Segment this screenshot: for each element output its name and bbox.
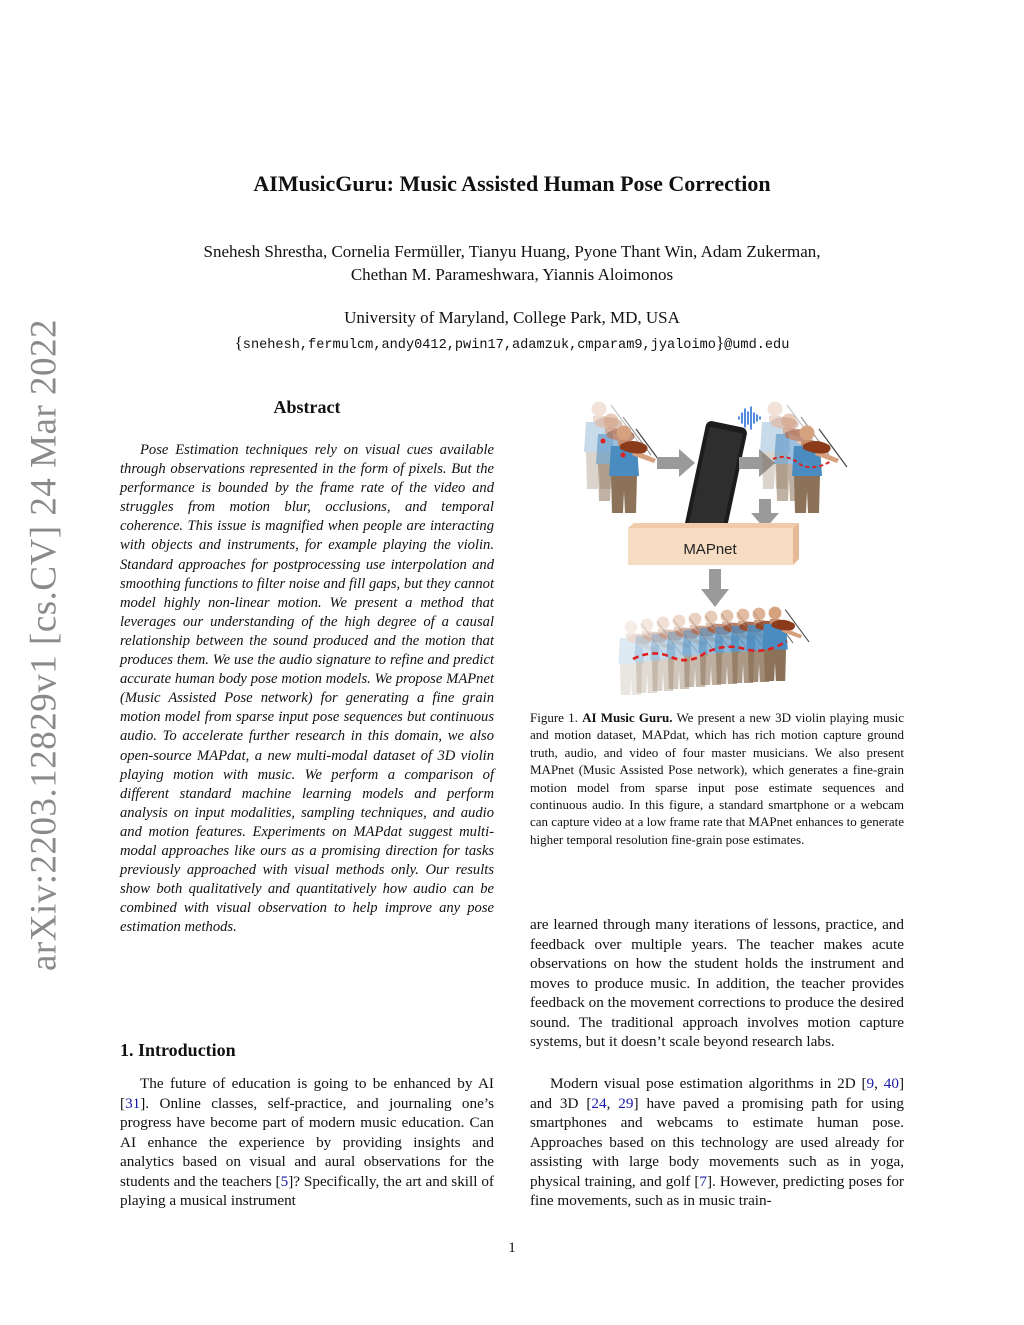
right-column-paragraph-2 xyxy=(530,1074,904,1211)
abstract-text: Pose Estimation techniques rely on visual cues available through observations represented in the form of pixels. But the performance is bounded by the frame rate of the video and struggles from motion blur, occlusions, and temporal coherence. This issue is magnified when people are interacting with objects and instruments, for example playing the violin. Standard approaches for postprocessing use interpolation and smoothing functions to filter noise and fill gaps, but they cannot model highly non-linear motion. We present a method that leverages our understanding of the high degree of a causal relationship between the sound produced and the motion that produces them. We use the audio signature to refine and predict accurate human body pose motion models. We propose MAPnet (Music Assisted Pose network) for generating a fine grain motion model from sparse input pose sequences but continuous audio. To accelerate further research in this domain, we also open-source MAPdat, a new multi-modal dataset of 3D violin playing motion with music. We perform a comparison of different standard machine learning models and perform analysis on input modalities, sampling techniques, and audio and motion features. Experiments on MAPdat suggest multi-modal approaches like ours as a promising direction for tasks previously approached with visual methods only. Our results show both qualitatively and quantitatively how audio can be combined with visual observation to help improve any pose estimation methods. xyxy=(120,442,494,936)
audio-waveform-icon xyxy=(739,407,760,429)
citation-24[interactable]: 24 xyxy=(591,1094,607,1112)
arrow-down-from-mapnet xyxy=(701,569,729,607)
abstract-heading: Abstract xyxy=(273,397,341,417)
citation-7[interactable]: 7 xyxy=(699,1172,707,1190)
right-text-2: ] and 3D [ xyxy=(530,1075,904,1112)
output-fine-grain-poses xyxy=(618,607,809,695)
citation-29[interactable]: 29 xyxy=(618,1094,634,1112)
email-brace-close: } xyxy=(715,333,725,352)
mapnet-label: MAPnet xyxy=(683,541,737,558)
citation-separator: , xyxy=(606,1094,619,1112)
intro-paragraph xyxy=(120,1074,494,1211)
section-heading-introduction: 1. Introduction xyxy=(120,1040,236,1060)
right-column-paragraph-1: are learned through many iterations of lessons, practice, and feedback over multiple years. The teacher makes acute observations on how the student holds the instrument and moves to produce music. In addition, the teacher provides feedback on the movement corrections to produce the desired sound. The traditional approach involves motion capture systems, but it doesn’t scale beyond research labs. xyxy=(530,916,904,1050)
caption-body: We present a new 3D violin playing music and motion dataset, MAPdat, which has rich motion capture ground truth, audio, and video of four master musicians. We also present MAPnet (Music Assisted Pose network), which generates a fine-grain motion model from sparse input pose estimate sequences and continuous audio. In this figure, a standard smartphone or a webcam can capture video at a low frame rate that MAPnet enhances to generate higher temporal resolution fine-grain pose estimates. xyxy=(530,710,905,847)
affiliation: University of Maryland, College Park, MD, USA xyxy=(344,308,680,327)
estimated-poses-with-audio xyxy=(760,402,847,514)
mapnet-box xyxy=(628,523,799,565)
authors-line-2: Chethan M. Parameshwara, Yiannis Aloimonos xyxy=(350,265,674,284)
page-number: 1 xyxy=(508,1240,516,1256)
arrow-right-to-phone xyxy=(657,449,695,477)
caption-title: AI Music Guru. xyxy=(582,710,673,725)
citation-separator: , xyxy=(874,1075,884,1092)
citation-9[interactable]: 9 xyxy=(866,1075,875,1092)
figure-1-diagram xyxy=(575,395,875,700)
figure-1-caption xyxy=(530,709,904,848)
author-list xyxy=(120,240,904,286)
author-emails xyxy=(0,333,1024,353)
right-text-1: Modern visual pose estimation algorithms in 2D [ xyxy=(550,1075,867,1092)
paper-title: AIMusicGuru: Music Assisted Human Pose Correction xyxy=(253,171,771,196)
right-text-4: ]. However, predicting poses for fine movements, such as in music train- xyxy=(530,1172,904,1209)
intro-text-3: ]? Specifically, the art and skill of playing a musical instrument xyxy=(120,1172,494,1209)
input-sparse-poses xyxy=(584,402,664,514)
email-brace-open: { xyxy=(234,333,243,352)
email-domain: @umd.edu xyxy=(724,338,790,353)
citation-31[interactable]: 31 xyxy=(125,1094,141,1112)
intro-text-2: ]. Online classes, self-practice, and journaling one’s progress have become part of modern music education. Can AI enhance the experience by providing insights and analytics based on visual and aural observations for the students and the teachers [ xyxy=(120,1094,494,1190)
caption-prefix: Figure 1. xyxy=(530,710,578,725)
citation-40[interactable]: 40 xyxy=(883,1075,899,1092)
citation-5[interactable]: 5 xyxy=(280,1172,289,1190)
intro-text-1: The future of education is going to be enhanced by AI [ xyxy=(120,1075,494,1112)
authors-line-1: Snehesh Shrestha, Cornelia Fermüller, Tianyu Huang, Pyone Thant Win, Adam Zukerman, xyxy=(203,242,821,261)
right-text-3: ] have paved a promising path for using smartphones and webcams to estimate human pose. Approaches based on this technology are used already for assisting with large body movements such as in yoga, physical training, and golf [ xyxy=(530,1094,904,1190)
email-usernames: snehesh,fermulcm,andy0412,pwin17,adamzuk,cmparam9,jyaloimo xyxy=(242,338,716,353)
